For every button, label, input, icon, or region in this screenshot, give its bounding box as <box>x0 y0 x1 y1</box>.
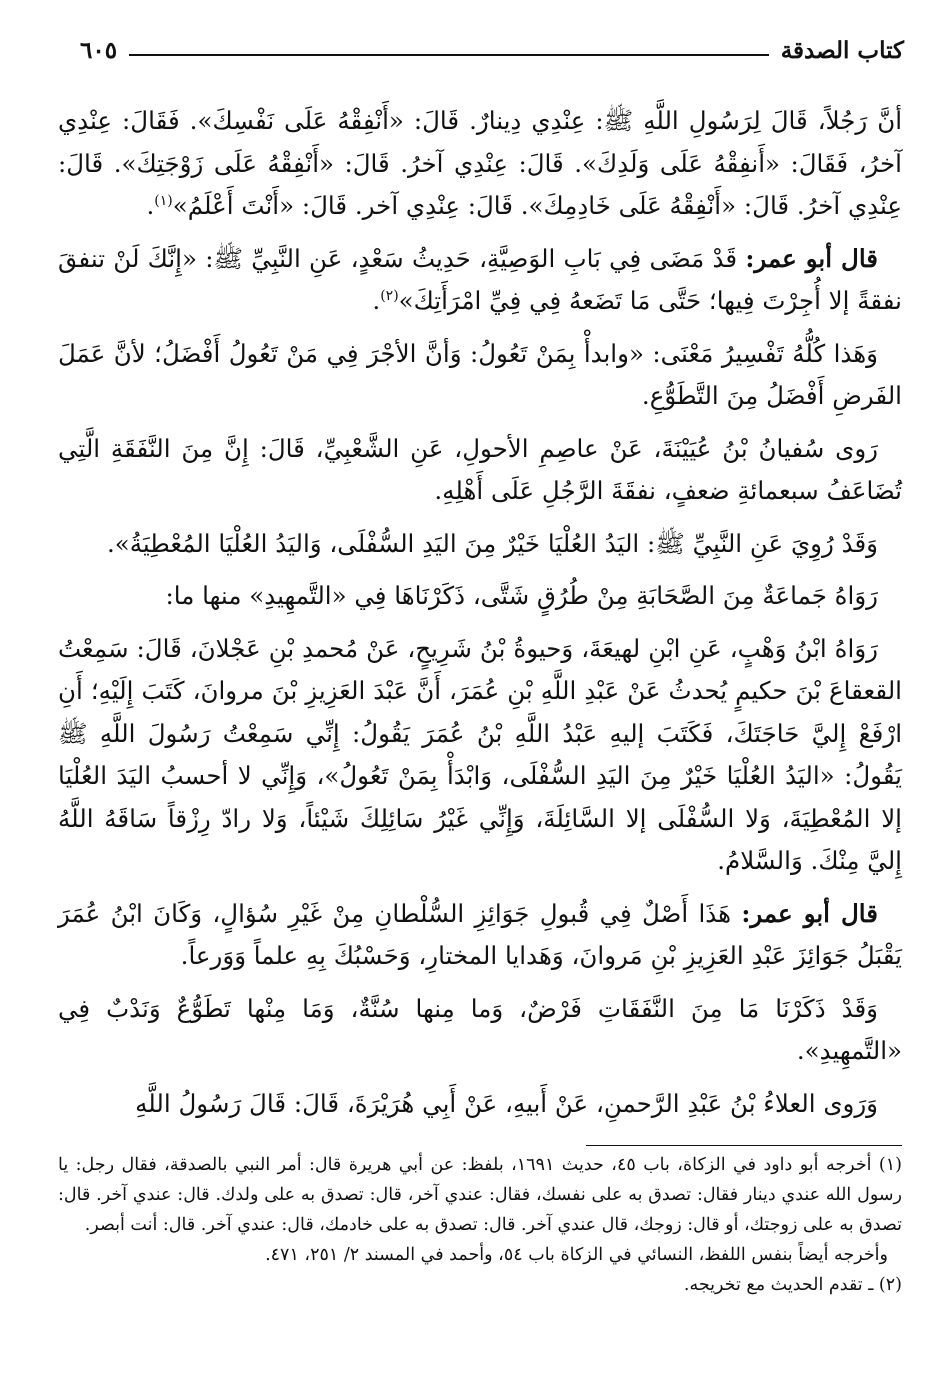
footnote-2: (٢) ـ تقدم الحديث مع تخريجه. <box>683 1275 902 1295</box>
paragraph: وَقَدْ ذَكَرْنَا مَا مِنَ النَّفَقَاتِ فَرْضٌ، وَما مِنها سُنَّةٌ، وَمَا مِنْها تَطَوُّعٌ وَنَدْبٌ فِي «التَّمهِيدِ». <box>58 993 902 1065</box>
paragraph-text: قَدْ مَضَى فِي بَابِ الوَصِيَّةِ، حَدِيثُ سَعْدٍ، عَنِ النَّبِيِّ ﷺ: «إِنَّكَ لَنْ تنفقَ نفقةً إلا أُجِرْتَ فِيها؛ حَتَّى مَا تَضَعهُ فِي فِيِّ امْرَأَتِكَ» <box>58 243 902 315</box>
footnote-1: (١) أخرجه أبو داود في الزكاة، باب ٤٥، حديث ١٦٩١، بلفظ: عن أبي هريرة قال: أمر النبي بالصدقة، فقال رجل: يا رسول الله عندي دينار فقال: تصدق به على نفسك، فقال: عندي آخر، قال: تصدق به على ولدك. قال: عندي آخر. قال: تصدق به على زوجتك، أو قال: زوجك، قال عندي آخر. قال: تصدق به على خادمك، قال: عندي آخر. قال: أنت أبصر. <box>58 1155 902 1235</box>
sentence-end: . <box>372 286 381 315</box>
speaker-label: قال أبو عمر: <box>745 243 878 273</box>
main-text <box>58 100 902 1135</box>
paragraph: وَرَوى العلاءُ بْنُ عَبْدِ الرَّحمنِ، عَنْ أَبيهِ، عَنْ أَبِي هُرَيْرَةَ، قَالَ: قَالَ رَسُولُ اللَّهِ <box>135 1088 878 1118</box>
footnote-separator <box>586 1145 902 1146</box>
footnotes <box>58 1150 902 1300</box>
sentence-end: . <box>146 191 155 220</box>
page-header <box>80 28 904 68</box>
paragraph: وَهَذا كُلُّهُ تَفْسِيرُ مَعْنَى: «وابدأْ بِمَنْ تَعُولُ: وَأنَّ الأجْرَ فِي مَنْ تَعُولُ أَفْضَلُ؛ لأنَّ عَمَلَ الفَرضِ أَفْضَلُ مِنَ التَّطَوُّعِ. <box>58 338 902 410</box>
running-title: كتاب الصدقة <box>780 37 904 64</box>
paragraph-text: أنَّ رَجُلاً، قَالَ لِرَسُولِ اللَّهِ ﷺ: عِنْدِي دِينارٌ. قَالَ: «أَنْفِقْهُ عَلَى نَفْسِكَ». فَقَالَ: عِنْدِي آخرُ، فَقَالَ: «أَنفِقْهُ عَلَى وَلَدِكَ». قَالَ: عِنْدِي آخرُ. قَالَ: «أَنْفِقْهُ عَلَى زَوْجَتِكَ». قَالَ: عِنْدِي آخرُ. قَالَ: «أَنْفِقْهُ عَلَى خَادِمِكَ». قَالَ: عِنْدِي آخر. قَالَ: «أَنْتَ أَعْلَمُ» <box>58 106 902 220</box>
paragraph <box>58 100 902 228</box>
paragraph <box>58 238 902 323</box>
paragraph <box>58 893 902 978</box>
header-rule <box>129 54 769 56</box>
paragraph: رَوَاهُ ابْنُ وَهْبٍ، عَنِ ابْنِ لهيعَةَ، وَحيوةُ بْنُ شَرِيحٍ، عَنْ مُحمدِ بْنِ عَجْلانَ، قَالَ: سَمِعْتُ القعقاعَ بْنَ حكيمٍ يُحدثُ عَنْ عَبْدِ اللَّهِ بْنِ عُمَرَ، أَنَّ عَبْدَ العَزِيزِ بْنَ مروانَ، كَتَبَ إِلَيْهِ؛ أَنِ ارْفَعْ إِليَّ حَاجَتَكَ، فَكَتَبَ إليهِ عَبْدُ اللَّهِ بْنُ عُمَرَ يَقُولُ: إِنِّي سَمِعْتُ رَسُولَ اللَّهِ ﷺ يَقُولُ: «اليَدُ العُلْيَا خَيْرٌ مِنَ اليَدِ السُّفْلَى، وَابْدَأْ بِمَنْ تَعُولُ»، وَإِنِّي لا أحسبُ اليَدَ العُلْيَا إلا المُعْطِيَةَ، وَلا السُّفْلَى إلا السَّائِلَةَ، وَإِنِّي غَيْرُ سَائِلِكَ شَيْئاً، وَلا رادّ رِزْقاً سَاقَهُ اللَّهُ إِليَّ مِنْكَ. وَالسَّلامُ. <box>58 633 902 875</box>
page-number: ٦٠٥ <box>80 37 118 64</box>
paragraph-text: هَذَا أَصْلٌ فِي قُبولِ جَوَائِزِ السُّلْطانِ مِنْ غَيْرِ سُؤالٍ، وَكَانَ ابْنُ عُمَرَ يَقْبَلُ جَوَائِزَ عَبْدِ العَزِيزِ بْنِ مَروانَ، وَهَدايا المختارِ، وَحَسْبُكَ بِهِ علماً وَوَرعاً. <box>58 898 902 970</box>
speaker-label: قال أبو عمر: <box>741 898 878 928</box>
paragraph: وَقَدْ رُوِيَ عَنِ النَّبِيِّ ﷺ: اليَدُ العُلْيَا خَيْرٌ مِنَ اليَدِ السُّفْلَى، وَاليَدُ العُلْيَا المُعْطِيَةُ». <box>106 528 878 558</box>
paragraph: رَوَاهُ جَماعَةٌ مِنَ الصَّحَابَةِ مِنْ طُرُقٍ شَتَّى، ذَكَرْنَاهَا فِي «التَّمهِيدِ» منها ما: <box>165 581 878 610</box>
footnote-ref-2[interactable]: (٢) <box>380 287 399 304</box>
footnote-ref-1[interactable]: (١) <box>154 192 173 209</box>
paragraph: رَوى سُفيانُ بْنُ عُيَيْنَةَ، عَنْ عاصِمِ الأحولِ، عَنِ الشَّعْبِيِّ، قَالَ: إِنَّ مِنَ النَّفَقَةِ الَّتِي تُضَاعَفُ سبعمائةِ ضعفٍ، نفقَةَ الرَّجُلِ عَلَى أَهْلِهِ. <box>58 433 902 505</box>
footnote-1-continuation: وأخرجه أيضاً بنفس اللفظ، النسائي في الزكاة باب ٥٤، وأحمد في المسند ٢/ ٢٥١، ٤٧١. <box>265 1245 888 1265</box>
